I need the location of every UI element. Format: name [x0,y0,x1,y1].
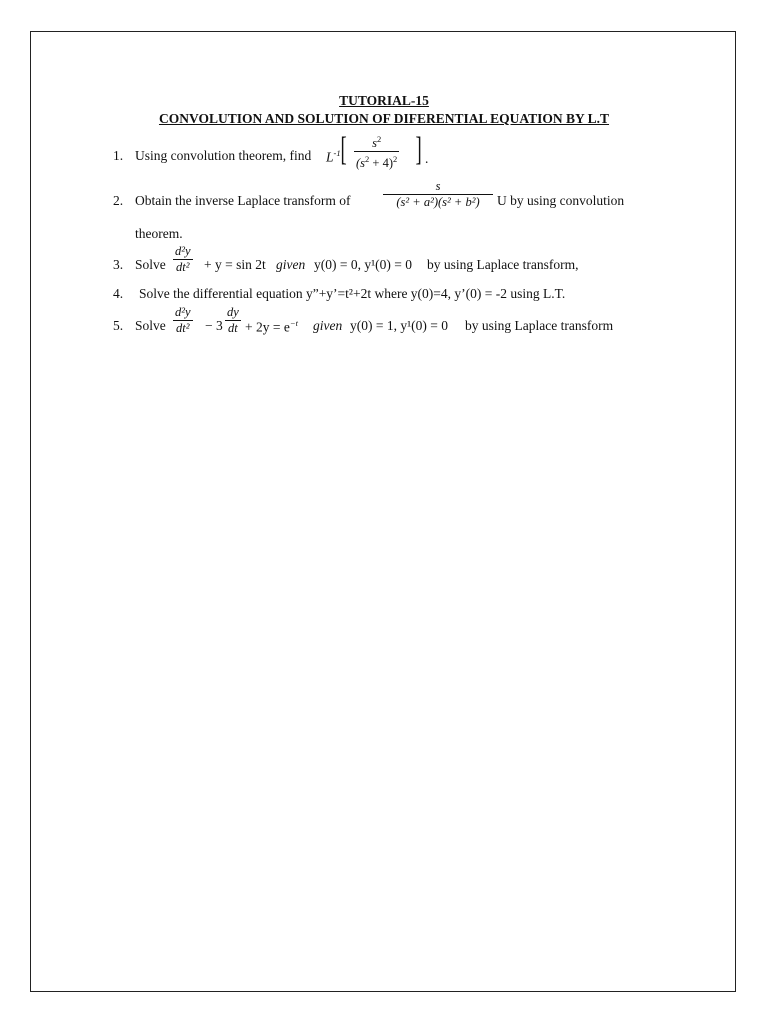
question-5-number: 5. [113,318,124,333]
page-border [30,31,736,992]
question-2-fraction: $\frac{s}{\text{(s² + a²)(s² + b²)}}$ [383,179,493,210]
question-2-lead: Obtain the inverse Laplace transform of [135,193,351,208]
question-2-continuation: theorem. [135,226,183,241]
right-bracket-icon: ] [415,131,422,168]
question-5-conditions: y(0) = 1, y¹(0) = 0 [350,318,449,333]
question-5-tail: by using Laplace transform [465,318,614,333]
question-3-number: 3. [113,257,124,272]
question-5-fraction-1: $\frac{\text{d²y}}{\text{dt²}}$ [175,305,191,335]
question-3-lead: Solve [135,257,166,272]
page-title: TUTORIAL-15 [339,93,429,108]
question-5-mid: − 3 [205,318,223,333]
question-4-number: 4. [113,286,124,301]
question-1-fraction: $\frac{s^2}{(s^2 + 4)^2}$ [356,134,398,171]
question-3-tail: by using Laplace transform, [427,257,579,272]
question-5-lead: Solve [135,318,166,333]
question-1-operator: $L^{-1}$ [326,148,341,165]
left-bracket-icon: [ [340,131,347,168]
question-2-number: 2. [113,193,124,208]
question-1-lead: Using convolution theorem, find [135,148,312,163]
question-1-tail: . [425,151,429,166]
question-5-given: given [313,318,343,333]
page-subtitle: CONVOLUTION AND SOLUTION OF DIFERENTIAL EQUATION BY L.T [158,111,610,126]
question-2-tail: U by using convolution [497,193,625,208]
question-1-number: 1. [113,148,124,163]
question-5-fraction-2: $\frac{dy}{dt}$ [227,305,239,335]
question-3-given: given [276,257,306,272]
question-3-fraction: $\frac{\text{d²y}}{\text{dt²}}$ [175,244,191,274]
question-3-conditions: y(0) = 0, y¹(0) = 0 [314,257,413,272]
question-3-equation: + y = sin 2t [204,257,266,272]
question-5-equation: + $2y = e^{-t}$ [245,318,298,335]
question-4-text: Solve the differential equation y”+y’=t²+2t where y(0)=4, y’(0) = -2 using L.T. [139,286,566,301]
